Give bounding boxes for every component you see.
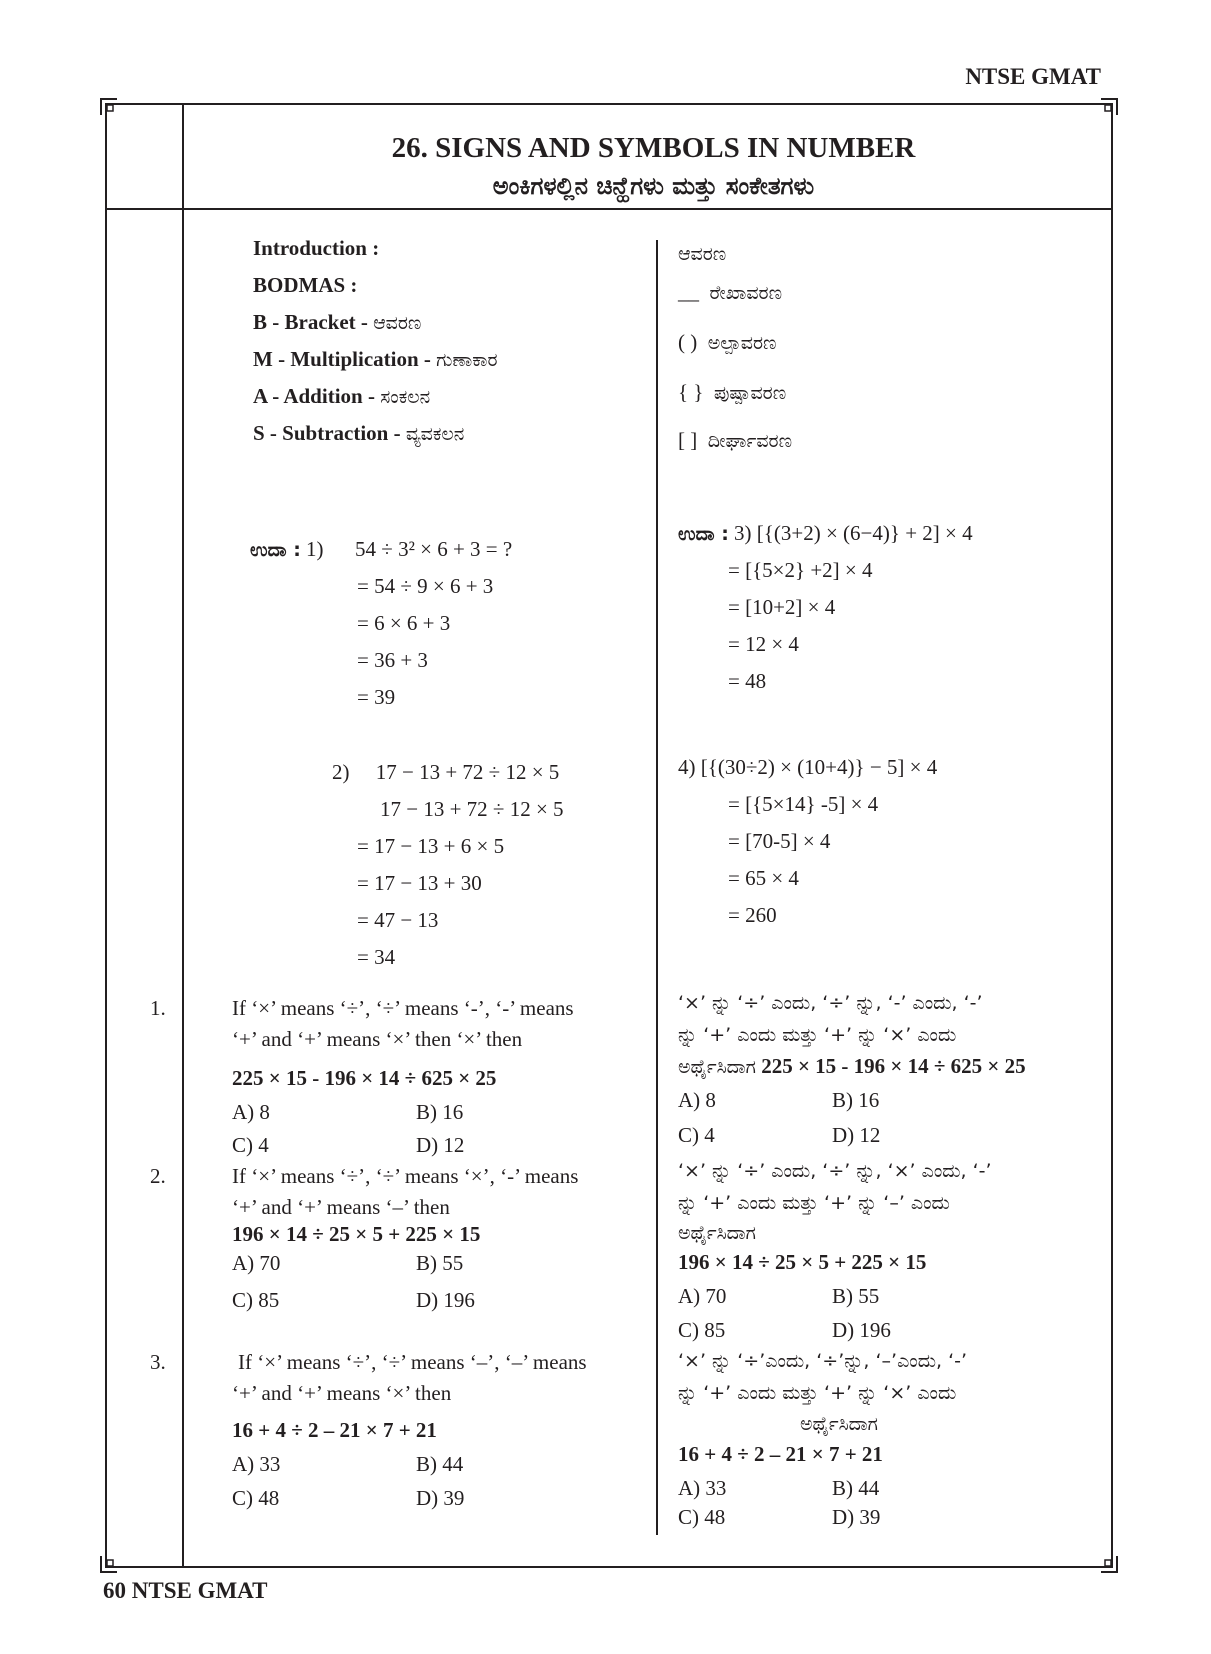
option-a[interactable]: A) 8 [678, 1088, 716, 1112]
bodmas-kannada: ವ್ಯವಕಲನ [405, 423, 465, 445]
example-step: = [{5×14} -5] × 4 [728, 792, 879, 816]
example-step: = 36 + 3 [357, 648, 428, 672]
left-column-divider [182, 103, 184, 1568]
question-text: If ‘×’ means ‘÷’, ‘÷’ means ‘×’, ‘-’ means [232, 1164, 579, 1188]
question-expression: 196 × 14 ÷ 25 × 5 + 225 × 15 [678, 1250, 927, 1274]
running-header: NTSE GMAT [965, 64, 1101, 89]
option-a[interactable]: A) 8 [232, 1100, 270, 1124]
option-d[interactable]: D) 12 [832, 1123, 881, 1147]
option-b[interactable]: B) 55 [416, 1251, 464, 1275]
question-expression: 225 × 15 - 196 × 14 ÷ 625 × 25 [232, 1066, 497, 1090]
question-text: ‘+’ and ‘+’ means ‘×’ then ‘×’ then [232, 1027, 523, 1051]
example-number: 3) [734, 521, 752, 545]
option-b[interactable]: B) 44 [832, 1476, 880, 1500]
bracket-name: ರೇಖಾವರಣ [709, 282, 783, 304]
bodmas-item [253, 421, 464, 446]
page-footer: 60 NTSE GMAT [103, 1578, 268, 1603]
example-step: = 39 [357, 685, 396, 709]
example-label: ಉದಾ : [678, 523, 729, 545]
bracket-name: ಪುಷ್ಪಾವರಣ [713, 382, 787, 404]
example-step: = [70-5] × 4 [728, 829, 831, 853]
option-c[interactable]: C) 4 [678, 1123, 715, 1147]
question-number: 2. [150, 1164, 166, 1188]
example-step: = 12 × 4 [728, 632, 799, 656]
example-number: 1) [306, 537, 324, 561]
question-text-kannada: ಅರ್ಥೈಸಿದಾಗ [678, 1056, 756, 1078]
option-a[interactable]: A) 70 [232, 1251, 281, 1275]
example-number: 4) [678, 755, 696, 779]
example-1 [250, 537, 512, 562]
example-step: = [{5×2} +2] × 4 [728, 558, 873, 582]
option-c[interactable]: C) 4 [232, 1133, 269, 1157]
bodmas-kannada: ಗುಣಾಕಾರ [436, 349, 498, 371]
example-label: ಉದಾ : [250, 539, 301, 561]
question-expression: 225 × 15 - 196 × 14 ÷ 625 × 25 [761, 1054, 1026, 1078]
example-problem: [{(3+2) × (6−4)} + 2] × 4 [756, 521, 973, 545]
example-step: = 54 ÷ 9 × 6 + 3 [357, 574, 494, 598]
bodmas-kannada: ಆವರಣ [373, 312, 422, 334]
example-problem: [{(30÷2) × (10+4)} − 5] × 4 [700, 755, 938, 779]
option-d[interactable]: D) 196 [416, 1288, 475, 1312]
option-a[interactable]: A) 33 [678, 1476, 727, 1500]
question-text-kannada: ನ್ನು ‘+’ ಎಂದು ಮತ್ತು ‘+’ ನ್ನು ‘×’ ಎಂದು [678, 1382, 957, 1404]
option-b[interactable]: B) 44 [416, 1452, 464, 1476]
option-d[interactable]: D) 39 [416, 1486, 465, 1510]
intro-heading: Introduction : [253, 236, 380, 260]
example-step: = 260 [728, 903, 777, 927]
example-step: 17 − 13 + 72 ÷ 12 × 5 [380, 797, 564, 821]
chapter-title-kannada: ಅಂಕಿಗಳಲ್ಲಿನ ಚಿನ್ಹೆಗಳು ಮತ್ತು ಸಂಕೇತಗಳು [492, 172, 815, 200]
example-2 [332, 760, 559, 785]
bracket-item [678, 380, 786, 405]
bodmas-label: A - Addition - [253, 384, 375, 408]
corner-ornament-icon [1100, 1555, 1118, 1573]
bodmas-item [253, 384, 430, 409]
question-number: 1. [150, 996, 166, 1020]
example-step: = 17 − 13 + 30 [357, 871, 482, 895]
bracket-symbol: { } [678, 380, 704, 404]
corner-ornament-icon [1100, 98, 1118, 116]
column-divider [656, 240, 658, 1535]
example-3 [678, 521, 973, 546]
bodmas-label: S - Subtraction - [253, 421, 401, 445]
example-step: = 17 − 13 + 6 × 5 [357, 834, 505, 858]
question-text-kannada: ನ್ನು ‘+’ ಎಂದು ಮತ್ತು ‘+’ ನ್ನು ‘×’ ಎಂದು [678, 1024, 957, 1046]
question-text-kannada: ‘×’ ನ್ನು ‘÷’ ಎಂದು, ‘÷’ ನ್ನು, ‘×’ ಎಂದು, ‘-’ [678, 1160, 992, 1182]
corner-ornament-icon [100, 98, 118, 116]
bracket-name: ಅಲ್ಪಾವರಣ [707, 332, 777, 354]
question-text-kannada: ‘×’ ನ್ನು ‘÷’ಎಂದು, ‘÷’ನ್ನು, ‘–’ಎಂದು, ‘-’ [678, 1350, 968, 1372]
bodmas-kannada: ಸಂಕಲನ [380, 386, 431, 408]
bodmas-item [253, 310, 421, 335]
option-c[interactable]: C) 48 [232, 1486, 280, 1510]
chapter-title: 26. SIGNS AND SYMBOLS IN NUMBER [391, 132, 916, 164]
example-step: = [10+2] × 4 [728, 595, 836, 619]
bodmas-heading: BODMAS : [253, 273, 358, 297]
bodmas-item [253, 347, 498, 372]
question-expression: 196 × 14 ÷ 25 × 5 + 225 × 15 [232, 1222, 481, 1246]
option-c[interactable]: C) 85 [678, 1318, 726, 1342]
example-step: = 47 − 13 [357, 908, 439, 932]
bracket-name: ದೀರ್ಘಾವರಣ [707, 430, 793, 452]
option-a[interactable]: A) 70 [678, 1284, 727, 1308]
bracket-item [678, 428, 792, 453]
question-text: If ‘×’ means ‘÷’, ‘÷’ means ‘-’, ‘-’ means [232, 996, 574, 1020]
title-divider [105, 208, 1113, 210]
example-step: = 6 × 6 + 3 [357, 611, 451, 635]
question-text: ‘+’ and ‘+’ means ‘×’ then [232, 1381, 452, 1405]
brackets-heading: ಆವರಣ [678, 243, 727, 265]
option-a[interactable]: A) 33 [232, 1452, 281, 1476]
bracket-symbol: __ [678, 280, 699, 304]
question-number: 3. [150, 1350, 166, 1374]
bracket-symbol: [ ] [678, 428, 698, 452]
bracket-item [678, 280, 782, 305]
option-c[interactable]: C) 48 [678, 1505, 726, 1529]
question-expression: 16 + 4 ÷ 2 – 21 × 7 + 21 [232, 1418, 437, 1442]
question-expression: 16 + 4 ÷ 2 – 21 × 7 + 21 [678, 1442, 883, 1466]
bodmas-label: B - Bracket - [253, 310, 368, 334]
example-problem: 54 ÷ 3² × 6 + 3 = ? [355, 537, 513, 561]
example-number: 2) [332, 760, 350, 784]
example-4 [678, 755, 937, 780]
bodmas-label: M - Multiplication - [253, 347, 431, 371]
question-text: If ‘×’ means ‘÷’, ‘÷’ means ‘–’, ‘–’ means [238, 1350, 587, 1374]
question-text-kannada: ಅರ್ಥೈಸಿದಾಗ [800, 1413, 878, 1435]
question-text-kannada: ‘×’ ನ್ನು ‘÷’ ಎಂದು, ‘÷’ ನ್ನು, ‘-’ ಎಂದು, ‘-’ [678, 992, 983, 1014]
option-d[interactable]: D) 12 [416, 1133, 465, 1157]
option-b[interactable]: B) 16 [416, 1100, 464, 1124]
example-problem: 17 − 13 + 72 ÷ 12 × 5 [375, 760, 560, 784]
option-d[interactable]: D) 196 [832, 1318, 891, 1342]
option-b[interactable]: B) 16 [832, 1088, 880, 1112]
bracket-item [678, 330, 776, 355]
example-step: = 48 [728, 669, 767, 693]
option-b[interactable]: B) 55 [832, 1284, 880, 1308]
corner-ornament-icon [100, 1555, 118, 1573]
example-step: = 65 × 4 [728, 866, 799, 890]
option-d[interactable]: D) 39 [832, 1505, 881, 1529]
example-step: = 34 [357, 945, 396, 969]
option-c[interactable]: C) 85 [232, 1288, 280, 1312]
bracket-symbol: ( ) [678, 330, 698, 354]
question-text-kannada: ಅರ್ಥೈಸಿದಾಗ [678, 1222, 756, 1244]
question-text-kannada: ನ್ನು ‘+’ ಎಂದು ಮತ್ತು ‘+’ ನ್ನು ‘–’ ಎಂದು [678, 1192, 950, 1214]
question-text: ‘+’ and ‘+’ means ‘–’ then [232, 1195, 450, 1219]
question-expression-kannada [678, 1054, 1026, 1079]
